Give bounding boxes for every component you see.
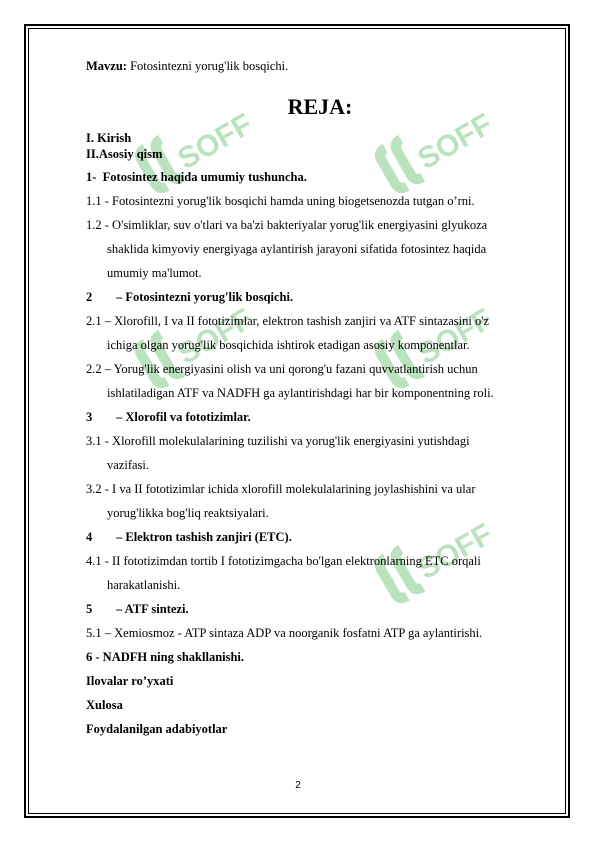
item-1-2-line-1: 1.2 - O'simliklar, suv o'tlari va ba'zi bakteriyalar yorug'lik energiyasini glyukoza [86, 218, 488, 232]
section-4-number: 4 [86, 530, 93, 544]
section-4-title: – Elektron tashish zanjiri (ETC). [116, 530, 292, 544]
plan-title: REJA: [287, 94, 353, 119]
item-4-1-line-1: 4.1 - II fototizimdan tortib I fototizimgacha bo'lgan elektronlarning ETC orqali [86, 554, 481, 568]
item-1-2-line-3: umumiy ma'lumot. [107, 266, 202, 280]
appendix-list-heading: Ilovalar ro’yxati [86, 674, 174, 688]
item-4-1-line-2: harakatlanishi. [107, 578, 181, 592]
conclusion-heading: Xulosa [86, 698, 123, 712]
topic-label: Mavzu: [86, 59, 127, 73]
item-3-1-line-1: 3.1 - Xlorofill molekulalarining tuzilishi va yorug'lik energiyasini yutishdagi [86, 434, 470, 448]
main-part-item: II.Asosiy qism [86, 147, 163, 161]
section-4-heading [86, 530, 292, 545]
page-number: 2 [295, 780, 301, 791]
topic-value: Fotosintezni yorug'lik bosqichi. [126, 59, 289, 73]
section-5-title: – ATF sintezi. [116, 602, 189, 616]
svg-text:SOFF: SOFF [412, 302, 499, 372]
section-1-title: Fotosintez haqida umumiy tushuncha. [102, 170, 307, 184]
topic-line [86, 59, 288, 74]
section-3-heading [86, 410, 251, 425]
section-1-number: 1- [86, 170, 97, 184]
references-heading: Foydalanilgan adabiyotlar [86, 722, 228, 736]
item-1-2-line-2: shaklida kimyoviy energiyaga aylantirish jarayoni sifatida fotosintez haqida [107, 242, 487, 256]
svg-text:SOFF: SOFF [172, 107, 259, 177]
section-3-number: 3 [86, 410, 93, 424]
section-2-heading [86, 290, 293, 305]
section-5-number: 5 [86, 602, 93, 616]
section-6-heading: 6 - NADFH ning shakllanishi. [86, 650, 245, 664]
svg-text:SOFF: SOFF [412, 107, 499, 177]
item-2-2-line-1: 2.2 – Yorug'lik energiyasini olish va uni qorong'u fazani quvvatlantirish uchun [86, 362, 478, 376]
item-2-1-line-2: ichiga olgan yorug'lik bosqichida ishtirok etadigan asosiy komponentlar. [107, 338, 470, 352]
svg-text:SOFF: SOFF [172, 302, 259, 372]
item-3-1-line-2: vazifasi. [107, 458, 149, 472]
section-3-title: – Xlorofil va fototizimlar. [116, 410, 251, 424]
intro-item: I. Kirish [86, 131, 132, 145]
svg-text:SOFF: SOFF [412, 517, 499, 587]
section-2-number: 2 [86, 290, 93, 304]
item-3-2-line-2: yorug'likka bog'liq reaktsiyalari. [107, 506, 269, 520]
item-3-2-line-1: 3.2 - I va II fototizimlar ichida xlorofill molekulalarining joylashishini va ular [86, 482, 476, 496]
item-5-1: 5.1 – Xemiosmoz - ATP sintaza ADP va noorganik fosfatni ATP ga aylantirishi. [86, 626, 483, 640]
section-2-title: – Fotosintezni yorug'lik bosqichi. [116, 290, 294, 304]
item-2-2-line-2: ishlatiladigan ATF va NADFH ga aylantirishdagi har bir komponentning roli. [107, 386, 494, 400]
item-1-1: 1.1 - Fotosintezni yorug'lik bosqichi hamda uning biogetsenozda tutgan o’rni. [86, 194, 475, 208]
item-2-1-line-1: 2.1 – Xlorofill, I va II fototizimlar, elektron tashish zanjiri va ATF sintazasini o'z [86, 314, 490, 328]
section-5-heading [86, 602, 189, 617]
section-1-heading [86, 170, 307, 185]
